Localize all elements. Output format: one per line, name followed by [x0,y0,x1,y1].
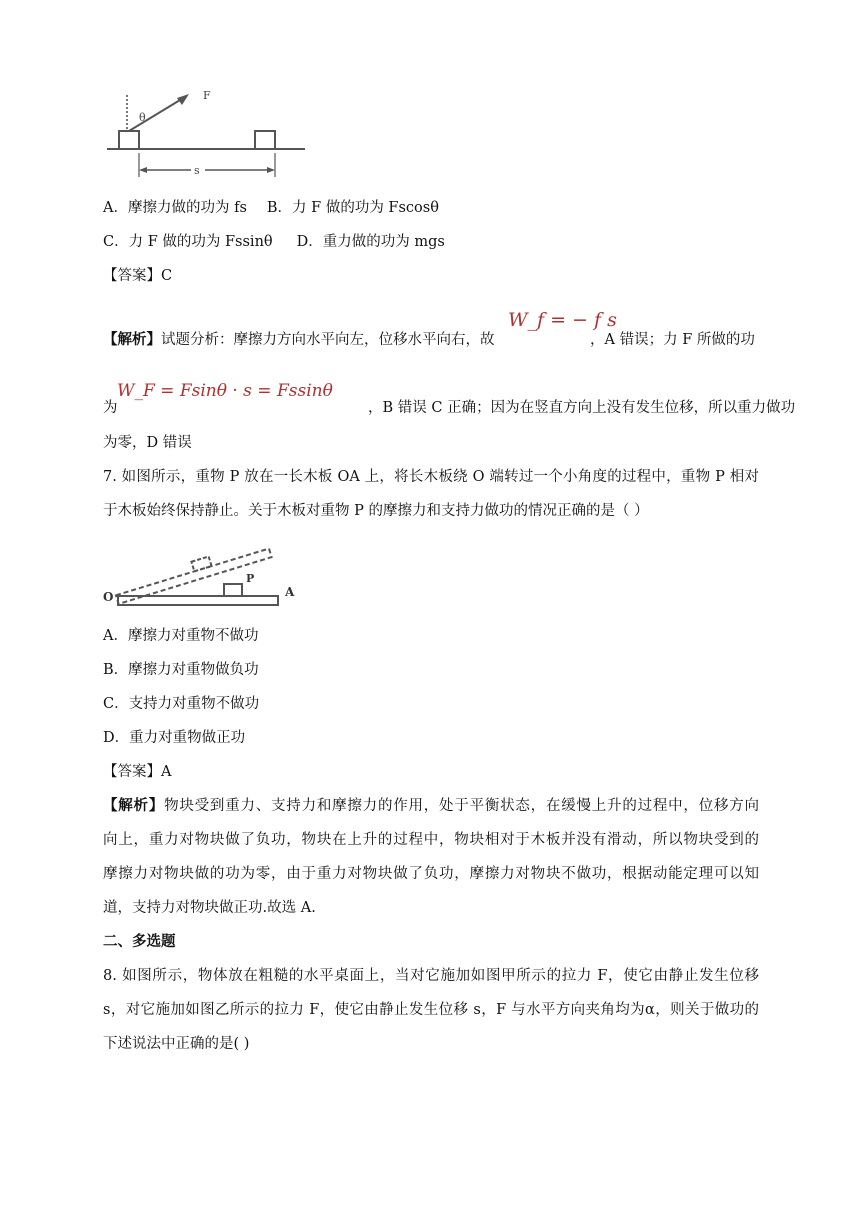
q6-option-a: A．摩擦力做的功为 fs [103,200,247,216]
q6-options-ab [103,198,439,218]
q7-o-label: O [103,590,114,604]
q6-force-label: F [203,89,211,102]
q7-analysis-line-4: 道，支持力对物块做正功.故选 A. [103,900,316,916]
q7-option-b: B．摩擦力对重物做负功 [103,662,259,678]
q7-analysis-line-2: 向上，重力对物块做了负功，物块在上升的过程中，物块相对于木板并没有滑动，所以物块受到的 [103,832,759,848]
q8-stem-3: 下述说法中正确的是( ) [103,1036,250,1052]
q6-option-c: C．力 F 做的功为 Fssinθ [103,234,273,250]
q6-angle-label: θ [139,111,146,124]
q8-stem-1: 8. 如图所示，物体放在粗糙的水平桌面上，当对它施加如图甲所示的拉力 F，使它由静止发生位移 [103,968,759,984]
q7-answer: 【答案】A [103,764,172,780]
q7-stem-1: 7. 如图所示，重物 P 放在一长木板 OA 上，将长木板绕 O 端转过一个小角度的过程中，重物 P 相对 [103,469,759,485]
q6-answer: 【答案】C [103,268,173,284]
q7-option-d: D．重力对重物做正功 [103,730,246,746]
q7-option-a: A．摩擦力对重物不做功 [103,628,259,644]
q6-options-cd [103,232,445,252]
q6-distance-label: s [194,164,200,177]
q7-a-label: A [285,585,295,599]
q6-analysis-2a: 为 [103,400,118,416]
q6-figure [105,85,310,180]
q8-stem-2: s，对它施加如图乙所示的拉力 F，使它由静止发生位移 s，F 与水平方向夹角均为α，则关于做功的 [103,1002,759,1018]
q7-figure [100,532,305,612]
q7-p-label: P [246,572,255,585]
q6-option-d: D．重力做的功为 mgs [296,234,445,250]
q6-analysis-label: 【解析】 [103,331,161,348]
q6-formula-force: W_F = Fsinθ · s = Fssinθ [117,381,333,401]
q6-analysis-line-1 [103,330,495,350]
q7-option-c: C．支持力对重物不做功 [103,696,260,712]
q7-analysis-1: 物块受到重力、支持力和摩擦力的作用，处于平衡状态，在缓慢上升的过程中，位移方向 [164,798,760,814]
q6-formula-friction: W_f = − f s [508,309,617,331]
q6-option-b: B．力 F 做的功为 Fscosθ [266,200,439,216]
q6-analysis-1a: 试题分析：摩擦力方向水平向左，位移水平向右，故 [161,332,495,348]
q6-analysis-3: 为零，D 错误 [103,435,192,451]
q6-analysis-2b: ，B 错误 C 正确；因为在竖直方向上没有发生位移，所以重力做功 [368,400,796,416]
q6-analysis-1b: ，A 错误；力 F 所做的功 [590,332,755,348]
section-title: 二、多选题 [103,933,176,950]
q7-analysis-label: 【解析】 [103,797,165,814]
q7-analysis-line-3: 摩擦力对物块做的功为零，由于重力对物块做了负功，摩擦力对物块不做功，根据动能定理可以知 [103,866,759,882]
q7-analysis-line-1 [103,796,759,816]
q7-stem-2: 于木板始终保持静止。关于木板对重物 P 的摩擦力和支持力做功的情况正确的是（ ） [103,503,649,519]
